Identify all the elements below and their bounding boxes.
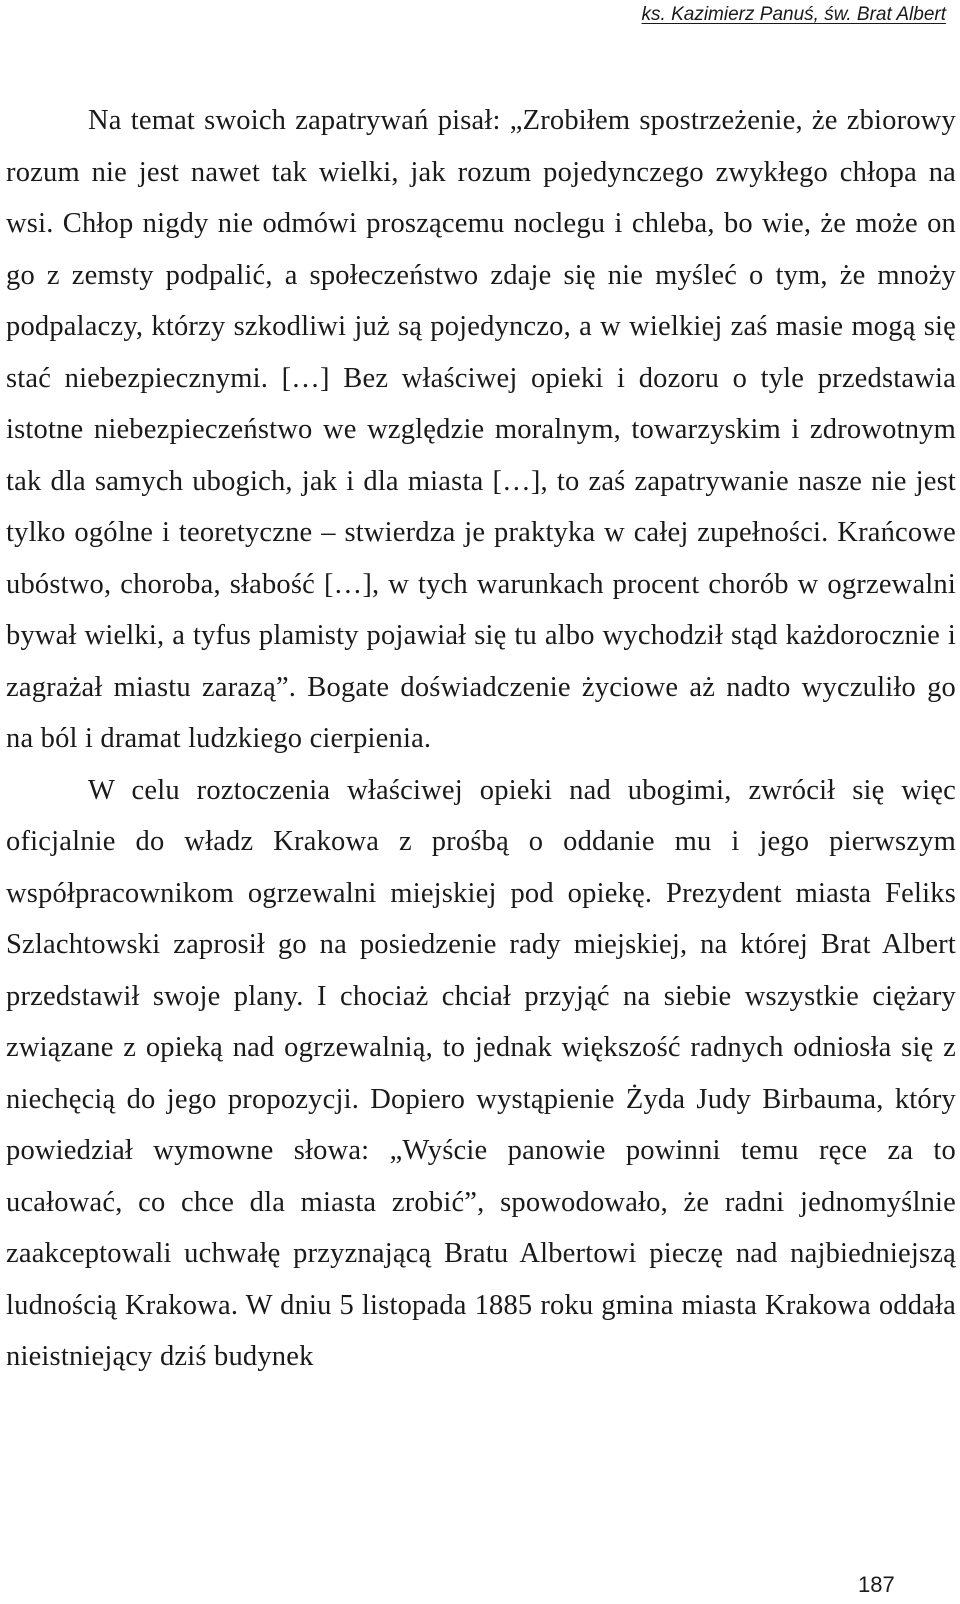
running-header: ks. Kazimierz Panuś, św. Brat Albert [641, 4, 946, 25]
page-number: 187 [858, 1572, 895, 1597]
body-text [6, 95, 956, 1383]
paragraph-1: Na temat swoich zapatrywań pisał: „Zrobiłem spostrzeżenie, że zbiorowy rozum nie jest nawet tak wielki, jak rozum pojedynczego zwykłego chłopa na wsi. Chłop nigdy nie odmówi proszącemu noclegu i chleba, bo wie, że może on go z zemsty podpalić, a społeczeństwo zdaje się nie myśleć o tym, że mnoży podpalaczy, którzy szkodliwi już są pojedynczo, a w wielkiej zaś masie mogą się stać niebezpiecznymi. […] Bez właściwej opieki i dozoru o tyle przedstawia istotne niebezpieczeństwo we względzie moralnym, towarzyskim i zdrowotnym tak dla samych ubogich, jak i dla miasta […], to zaś zapatrywanie nasze nie jest tylko ogólne i teoretyczne – stwierdza je praktyka w całej zupełności. Krańcowe ubóstwo, choroba, słabość […], w tych warunkach procent chorób w ogrzewalni bywał wielki, a tyfus plamisty pojawiał się tu albo wychodził stąd każdorocznie i zagrażał miastu zarazą”. Bogate doświadczenie życiowe aż nadto wyczuliło go na ból i dramat ludzkiego cierpienia. [6, 105, 956, 754]
paragraph-2: W celu roztoczenia właściwej opieki nad ubogimi, zwrócił się więc oficjalnie do władz Krakowa z prośbą o oddanie mu i jego pierwszym współpracownikom ogrzewalni miejskiej pod opiekę. Prezydent miasta Feliks Szlachtowski zaprosił go na posiedzenie rady miejskiej, na której Brat Albert przedstawił swoje plany. I chociaż chciał przyjąć na siebie wszystkie ciężary związane z opieką nad ogrzewalnią, to jednak większość radnych odniosła się z niechęcią do jego propozycji. Dopiero wystąpienie Żyda Judy Birbauma, który powiedział wymowne słowa: „Wyście panowie powinni temu ręce za to ucałować, co chce dla miasta zrobić”, spowodowało, że radni jednomyślnie zaakceptowali uchwałę przyznającą Bratu Albertowi pieczę nad najbiedniejszą ludnością Krakowa. W dniu 5 listopada 1885 roku gmina miasta Krakowa oddała nieistniejący dziś budynek [6, 774, 956, 1372]
